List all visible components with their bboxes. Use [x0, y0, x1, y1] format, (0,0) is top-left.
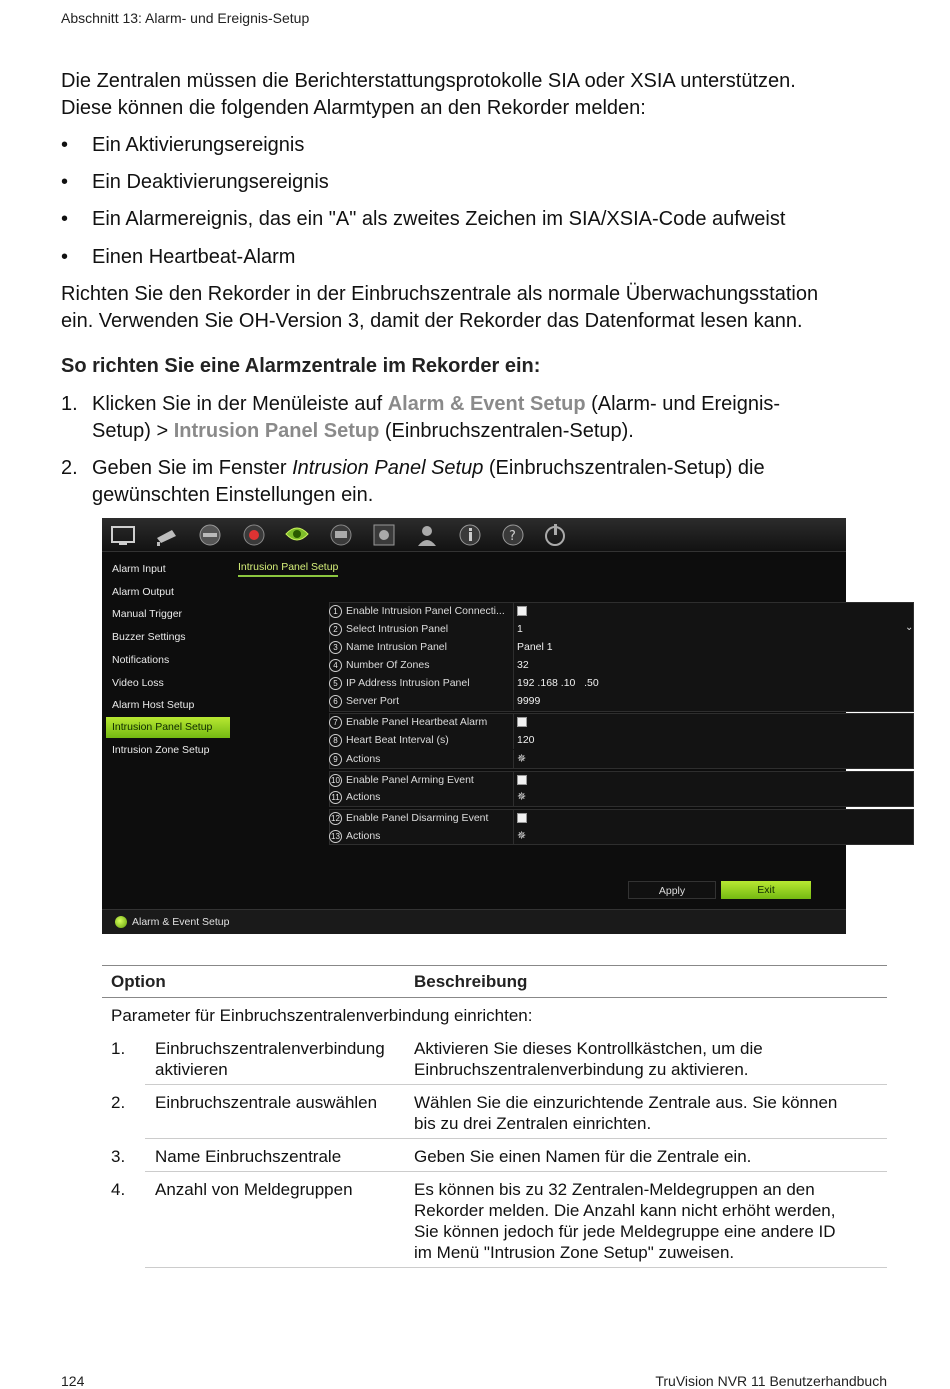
- sidebar-item-intrusion-panel-setup[interactable]: Intrusion Panel Setup: [106, 717, 230, 738]
- table-row-option: Einbruchszentralenverbindung aktivieren: [155, 1039, 385, 1079]
- setting-row: 4 Number Of Zones 32: [329, 656, 914, 674]
- setting-row: 1 Enable Intrusion Panel Connecti...: [329, 602, 914, 620]
- table-section-label: Parameter für Einbruchszentralenverbindung einrichten:: [111, 1006, 533, 1025]
- table-top-rule: [102, 965, 887, 966]
- table-row-description: Geben Sie einen Namen für die Zentrale ein.: [414, 1147, 752, 1166]
- svg-text:?: ?: [509, 529, 516, 544]
- table-header-option: Option: [111, 972, 166, 991]
- record-icon[interactable]: [197, 522, 223, 548]
- setting-row: 7 Enable Panel Heartbeat Alarm: [329, 713, 914, 731]
- chevron-down-icon[interactable]: ⌄: [905, 622, 914, 633]
- table-row-rule: [145, 1171, 887, 1172]
- setting-row: 6 Server Port 9999: [329, 692, 914, 710]
- info-icon[interactable]: [457, 522, 483, 548]
- table-header-description: Beschreibung: [414, 972, 528, 991]
- setting-row: 12 Enable Panel Disarming Event: [329, 809, 914, 827]
- enable-arming-checkbox[interactable]: [517, 775, 527, 785]
- top-menu-bar: [102, 518, 846, 552]
- help-icon[interactable]: [500, 522, 526, 548]
- window-term: Intrusion Panel Setup: [292, 457, 484, 479]
- setup-line: Richten Sie den Rekorder in der Einbruchszentrale als normale Überwachungsstation: [61, 283, 819, 305]
- setup-paragraph: [61, 281, 891, 335]
- table-row-rule: [145, 1267, 887, 1268]
- setting-row: 8 Heart Beat Interval (s) 120: [329, 731, 914, 749]
- nvr-screenshot: [102, 518, 914, 934]
- gear-icon[interactable]: ✵: [517, 753, 527, 765]
- heartbeat-interval-input[interactable]: 120: [517, 734, 535, 746]
- intro-paragraph: [61, 68, 891, 122]
- select-panel-dropdown[interactable]: 1: [517, 623, 523, 635]
- setup-line: ein. Verwenden Sie OH-Version 3, damit der Rekorder das Datenformat lesen kann.: [61, 310, 803, 332]
- exit-button[interactable]: Exit: [721, 881, 811, 899]
- gear-icon[interactable]: ✵: [517, 830, 527, 842]
- table-row-description: Aktivieren Sie dieses Kontrollkästchen, um die Einbruchszentralenverbindung zu aktivieren.: [414, 1039, 763, 1079]
- alarm-icon[interactable]: [284, 522, 310, 548]
- sidebar-item-alarm-input[interactable]: Alarm Input: [112, 563, 166, 575]
- step-number: 1.: [61, 393, 78, 415]
- sidebar-item-buzzer-settings[interactable]: Buzzer Settings: [112, 631, 186, 643]
- power-icon[interactable]: [542, 522, 568, 548]
- intro-line: Diese können die folgenden Alarmtypen an den Rekorder melden:: [61, 97, 646, 119]
- intro-line: Die Zentralen müssen die Berichterstattungsprotokolle SIA oder XSIA unterstützen.: [61, 70, 796, 92]
- network-icon[interactable]: [328, 522, 354, 548]
- table-header-rule: [102, 997, 887, 998]
- setting-row: 11 Actions ✵: [329, 788, 914, 806]
- table-row-option: Einbruchszentrale auswählen: [155, 1093, 378, 1112]
- menu-term: Intrusion Panel Setup: [173, 420, 380, 442]
- apply-button[interactable]: Apply: [628, 881, 716, 899]
- page-number: 124: [61, 1373, 85, 1389]
- table-row-rule: [145, 1138, 887, 1139]
- table-row-number: 2.: [111, 1093, 126, 1112]
- setting-row: 9 Actions ✵: [329, 750, 914, 768]
- table-row-description: Wählen Sie die einzurichtende Zentrale aus. Sie können bis zu drei Zentralen einrichten.: [414, 1093, 838, 1133]
- sidebar-item-intrusion-zone-setup[interactable]: Intrusion Zone Setup: [112, 744, 210, 756]
- playback-icon[interactable]: [241, 522, 267, 548]
- sidebar-item-alarm-output[interactable]: Alarm Output: [112, 586, 174, 598]
- procedure-heading: So richten Sie eine Alarmzentrale im Rekorder ein:: [61, 355, 541, 377]
- panel-title: Intrusion Panel Setup: [238, 561, 338, 577]
- table-row-option: Anzahl von Meldegruppen: [155, 1180, 353, 1199]
- table-row-description: Es können bis zu 32 Zentralen-Meldegruppen an den Rekorder melden. Die Anzahl kann nicht erhöht werden, Sie können jedoch für jede Meldegruppe eine andere ID im Menü "Intrusion Zone Setup" zuweisen.: [414, 1180, 836, 1262]
- menu-term: Alarm & Event Setup: [387, 393, 586, 415]
- settings-sidebar: [102, 552, 230, 897]
- sidebar-item-video-loss[interactable]: Video Loss: [112, 677, 164, 689]
- status-bar: [102, 909, 846, 934]
- panel-name-input[interactable]: Panel 1: [517, 641, 553, 653]
- enable-disarming-checkbox[interactable]: [517, 813, 527, 823]
- section-header: Abschnitt 13: Alarm- und Ereignis-Setup: [61, 10, 310, 26]
- setting-row: 10 Enable Panel Arming Event: [329, 771, 914, 789]
- display-icon[interactable]: [110, 522, 136, 548]
- enable-heartbeat-checkbox[interactable]: [517, 717, 527, 727]
- enable-connection-checkbox[interactable]: [517, 606, 527, 616]
- manual-title: TruVision NVR 11 Benutzerhandbuch: [655, 1373, 887, 1389]
- sidebar-item-alarm-host-setup[interactable]: Alarm Host Setup: [112, 699, 195, 711]
- table-row-option: Name Einbruchszentrale: [155, 1147, 342, 1166]
- table-row-rule: [145, 1084, 887, 1085]
- user-icon[interactable]: [414, 522, 440, 548]
- gear-icon[interactable]: ✵: [517, 791, 527, 803]
- table-row-number: 3.: [111, 1147, 126, 1166]
- camera-icon[interactable]: [154, 522, 180, 548]
- setting-row: 5 IP Address Intrusion Panel 192 .168 .10 .50: [329, 674, 914, 692]
- settings-content: [230, 552, 914, 897]
- sidebar-item-manual-trigger[interactable]: Manual Trigger: [112, 608, 183, 620]
- table-row-number: 1.: [111, 1039, 126, 1058]
- table-row-number: 4.: [111, 1180, 126, 1199]
- number-of-zones-input[interactable]: 32: [517, 659, 529, 671]
- setting-row: 2 Select Intrusion Panel 1 ⌄: [329, 620, 914, 638]
- server-port-input[interactable]: 9999: [517, 695, 541, 707]
- setting-row: 13 Actions ✵: [329, 827, 914, 845]
- status-icon: [115, 916, 127, 928]
- status-text: Alarm & Event Setup: [132, 916, 230, 928]
- ip-address-input[interactable]: 192 .168 .10 .50: [517, 677, 599, 689]
- step-number: 2.: [61, 457, 78, 479]
- setting-row: 3 Name Intrusion Panel Panel 1: [329, 638, 914, 656]
- storage-icon[interactable]: [371, 522, 397, 548]
- sidebar-item-notifications[interactable]: Notifications: [112, 654, 170, 666]
